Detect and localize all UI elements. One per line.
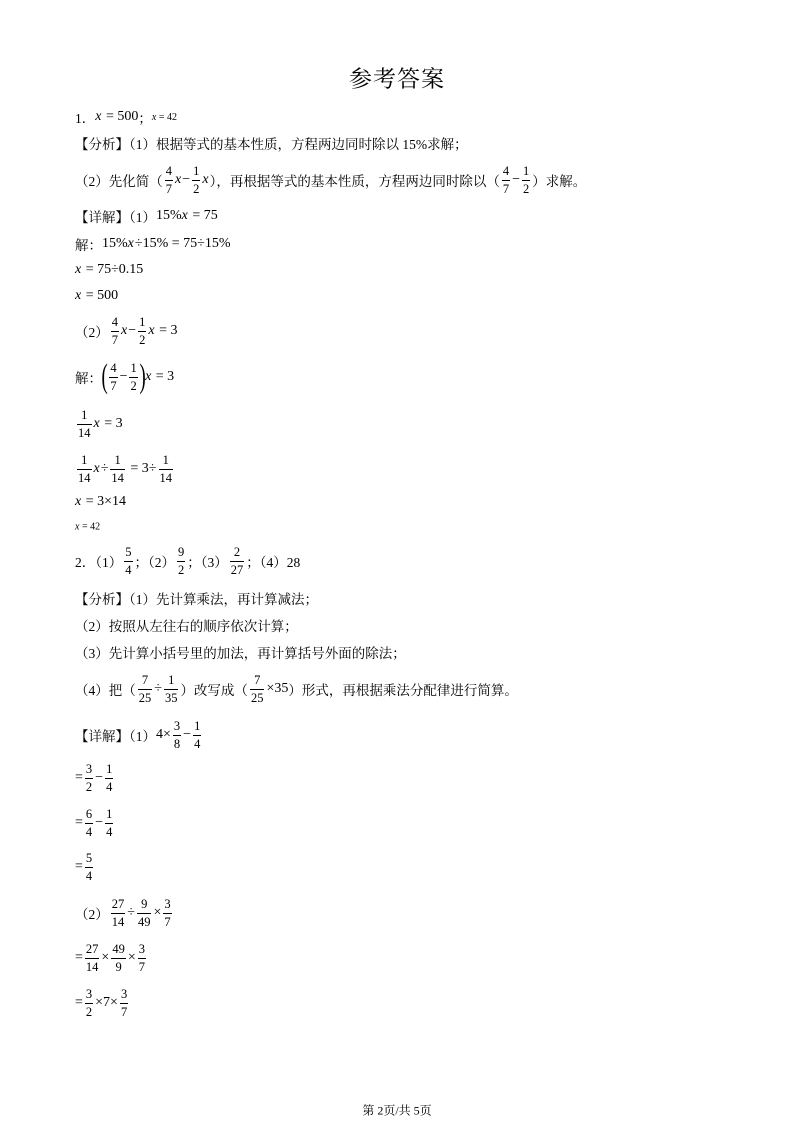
q2-detail-part2-expression xyxy=(75,898,174,928)
q2-detail-part2-step1 xyxy=(75,943,148,973)
q1-detail-part2-step2 xyxy=(75,409,123,439)
fraction-numerator: 5 xyxy=(85,851,93,865)
fraction-numerator: 9 xyxy=(178,545,185,559)
fraction-denominator: 2 xyxy=(193,181,200,196)
q1-detail-part1-step1 xyxy=(75,234,230,254)
fraction-numerator: 1 xyxy=(139,315,146,329)
variable-x: x xyxy=(202,172,209,187)
math-run: = 75÷0.15 xyxy=(82,262,144,277)
small-math-run: = 42 xyxy=(79,521,101,533)
math-run: = 3 xyxy=(155,323,178,338)
fraction-numerator: 3 xyxy=(85,762,93,776)
fraction-numerator: 4 xyxy=(110,361,117,375)
fraction-numerator: 7 xyxy=(141,673,149,687)
fraction xyxy=(173,720,181,750)
fraction xyxy=(250,674,265,704)
q1-detail-part2-step4 xyxy=(75,494,126,510)
fraction-denominator: 2 xyxy=(178,562,185,577)
fraction-denominator: 4 xyxy=(194,736,201,751)
text-run: ）改写成（ xyxy=(180,683,248,698)
q1-detail-part1-result xyxy=(75,288,118,304)
fraction-numerator: 4 xyxy=(111,315,118,329)
fraction-denominator: 7 xyxy=(111,332,118,347)
fraction-numerator: 1 xyxy=(106,762,113,776)
variable-x: x xyxy=(75,288,82,303)
fraction-denominator: 27 xyxy=(230,562,244,577)
page-footer: 第 2页/共 5页 xyxy=(362,1103,432,1118)
math-run: = 75 xyxy=(188,208,218,223)
q2-analysis-part2 xyxy=(75,615,298,635)
math-run: = xyxy=(75,859,83,874)
fraction xyxy=(159,454,174,484)
fraction xyxy=(111,316,119,346)
text-run: （4）把（ xyxy=(75,683,136,698)
math-run: = xyxy=(75,995,83,1010)
fraction-denominator: 4 xyxy=(85,868,93,883)
fraction-denominator: 7 xyxy=(164,914,171,929)
q2-analysis-part4 xyxy=(75,674,518,704)
text-run: 解： xyxy=(75,238,102,253)
variable-x: x xyxy=(148,323,155,338)
fraction xyxy=(502,165,510,195)
variable-x: x xyxy=(75,494,82,509)
math-run: ×7× xyxy=(95,995,118,1010)
fraction-denominator: 25 xyxy=(138,690,152,705)
math-run: − xyxy=(183,727,192,742)
large-bracket: ) xyxy=(139,358,146,395)
fraction xyxy=(138,943,146,973)
fraction-numerator: 7 xyxy=(254,673,261,687)
fraction-denominator: 14 xyxy=(85,959,99,974)
q2-detail-part1-step2 xyxy=(75,808,115,838)
fraction-numerator: 1 xyxy=(193,164,200,178)
fraction-denominator: 9 xyxy=(115,959,122,974)
q1-detail-part2-result xyxy=(75,522,100,533)
math-run: = 500 xyxy=(102,109,139,124)
variable-x: x xyxy=(93,461,100,476)
fraction xyxy=(522,165,530,195)
q2-detail-part1-step1 xyxy=(75,763,115,793)
fraction xyxy=(110,454,125,484)
math-run: ×35 xyxy=(266,681,289,696)
q1-detail-part2-equation xyxy=(75,316,178,346)
fraction-numerator: 1 xyxy=(130,361,137,375)
fraction-numerator: 1 xyxy=(162,453,169,467)
fraction-denominator: 7 xyxy=(110,378,117,393)
fraction xyxy=(177,546,185,576)
fraction xyxy=(111,943,126,973)
fraction-numerator: 1 xyxy=(523,164,530,178)
fraction-denominator: 8 xyxy=(173,736,181,751)
fraction xyxy=(163,898,171,928)
fraction-denominator: 14 xyxy=(111,914,125,929)
math-run: − xyxy=(95,770,104,785)
fraction xyxy=(137,898,152,928)
text-run: （2） xyxy=(75,907,109,922)
math-run: × xyxy=(101,950,110,965)
q2-detail-part2-step2 xyxy=(75,988,130,1018)
text-run: （2）按照从左往右的顺序依次计算； xyxy=(75,619,298,634)
fraction-denominator: 7 xyxy=(165,181,172,196)
fraction-denominator: 2 xyxy=(85,779,93,794)
math-run: − xyxy=(95,815,104,830)
fraction-numerator: 4 xyxy=(502,164,510,178)
text-run: 【详解】（1） xyxy=(75,729,156,744)
math-run: = 3×14 xyxy=(82,494,127,509)
q1-answer-summary xyxy=(75,107,177,127)
fraction xyxy=(77,454,92,484)
fraction xyxy=(77,409,92,439)
q1-detail-part1-step2 xyxy=(75,262,143,278)
math-run: 15% xyxy=(102,236,128,251)
fraction xyxy=(85,988,93,1018)
math-run: × xyxy=(153,905,162,920)
math-run: = xyxy=(75,950,83,965)
text-run: （2）先化简（ xyxy=(75,174,163,189)
fraction xyxy=(85,852,93,882)
math-run: − xyxy=(119,369,128,384)
variable-x: x xyxy=(181,208,188,223)
text-run: ）求解。 xyxy=(532,174,587,189)
small-math-run: = 42 xyxy=(156,111,177,123)
fraction-denominator: 7 xyxy=(138,959,145,974)
fraction-denominator: 14 xyxy=(159,470,172,485)
q2-answer-summary xyxy=(75,546,300,576)
math-run: = xyxy=(75,815,83,830)
fraction xyxy=(193,720,201,750)
fraction-denominator: 2 xyxy=(139,332,146,347)
fraction xyxy=(124,546,132,576)
fraction xyxy=(129,362,137,392)
fraction xyxy=(120,988,128,1018)
large-bracket: ( xyxy=(101,358,108,395)
text-run: （2） xyxy=(75,325,109,340)
math-run: − xyxy=(128,323,137,338)
math-run: 15% xyxy=(156,208,182,223)
q2-detail-part1-result xyxy=(75,852,95,882)
math-run: = 3÷ xyxy=(126,461,157,476)
math-run: ÷ xyxy=(100,461,109,476)
variable-x: x xyxy=(121,323,128,338)
fraction-numerator: 4 xyxy=(165,164,172,178)
math-run: × xyxy=(127,950,136,965)
text-run: ），再根据等式的基本性质，方程两边同时除以（ xyxy=(209,174,500,189)
text-run: 1． xyxy=(75,111,96,126)
math-run: ÷ xyxy=(127,905,135,920)
q2-detail-part1-expression xyxy=(75,720,203,750)
math-run: − xyxy=(182,172,191,187)
fraction xyxy=(85,943,100,973)
fraction xyxy=(85,763,93,793)
q1-analysis-part1 xyxy=(75,133,468,153)
fraction-numerator: 1 xyxy=(194,719,201,733)
fraction-numerator: 3 xyxy=(120,987,128,1001)
text-run: 【详解】（1） xyxy=(75,210,156,225)
fraction-denominator: 4 xyxy=(85,824,93,839)
fraction-numerator: 9 xyxy=(141,897,148,911)
q2-analysis-part1 xyxy=(75,588,318,608)
small-variable-x: x xyxy=(151,111,157,123)
variable-x: x xyxy=(75,262,82,277)
fraction-numerator: 1 xyxy=(114,453,121,467)
math-run: = 3 xyxy=(152,369,175,384)
text-run: 2．（1） xyxy=(75,555,123,570)
fraction xyxy=(105,808,113,838)
q1-detail-part1-equation xyxy=(75,206,218,226)
text-run: ； xyxy=(138,111,152,126)
fraction xyxy=(111,898,126,928)
fraction xyxy=(192,165,200,195)
text-run: ；（2） xyxy=(134,555,175,570)
text-run: ；（4）28 xyxy=(246,555,301,570)
fraction-denominator: 4 xyxy=(125,562,132,577)
fraction-denominator: 2 xyxy=(523,181,530,196)
fraction-denominator: 25 xyxy=(250,690,264,705)
q1-analysis-part2 xyxy=(75,165,586,195)
fraction-numerator: 3 xyxy=(173,719,181,733)
fraction xyxy=(105,763,113,793)
fraction xyxy=(138,316,146,346)
text-run: ；（3） xyxy=(187,555,228,570)
variable-x: x xyxy=(175,172,182,187)
q1-detail-part2-step1 xyxy=(75,360,174,394)
fraction-denominator: 2 xyxy=(130,378,137,393)
fraction-denominator: 14 xyxy=(78,470,91,485)
math-run: = xyxy=(75,770,83,785)
math-run: ÷15% = 75÷15% xyxy=(134,236,231,251)
fraction-numerator: 1 xyxy=(106,807,113,821)
fraction-denominator: 35 xyxy=(164,690,178,705)
fraction-numerator: 5 xyxy=(125,545,132,559)
text-run: （3）先计算小括号里的加法，再计算括号外面的除法； xyxy=(75,646,406,661)
text-run: 【分析】（1）根据等式的基本性质，方程两边同时除以 15%求解； xyxy=(75,137,468,152)
fraction-denominator: 49 xyxy=(137,914,151,929)
variable-x: x xyxy=(93,416,100,431)
fraction-numerator: 1 xyxy=(168,673,175,687)
fraction xyxy=(138,674,153,704)
fraction-denominator: 14 xyxy=(111,470,124,485)
fraction-numerator: 6 xyxy=(85,807,93,821)
math-run: = 500 xyxy=(82,288,119,303)
fraction-denominator: 7 xyxy=(502,181,510,196)
fraction xyxy=(230,546,245,576)
fraction-numerator: 3 xyxy=(85,987,93,1001)
fraction-numerator: 27 xyxy=(111,897,125,911)
variable-x: x xyxy=(145,369,152,384)
fraction-numerator: 1 xyxy=(81,408,88,422)
fraction xyxy=(109,362,117,392)
text-run: 【分析】（1）先计算乘法，再计算减法； xyxy=(75,592,318,607)
page-title: 参考答案 xyxy=(349,66,445,92)
text-run: ）形式，再根据乘法分配律进行简算。 xyxy=(288,683,518,698)
fraction-numerator: 3 xyxy=(138,942,145,956)
fraction-numerator: 1 xyxy=(81,453,88,467)
variable-x: x xyxy=(127,236,134,251)
fraction-numerator: 2 xyxy=(233,545,241,559)
q1-detail-part2-step3 xyxy=(75,454,175,484)
q2-analysis-part3 xyxy=(75,642,406,662)
small-variable-x: x xyxy=(75,521,80,533)
fraction-denominator: 7 xyxy=(120,1004,128,1019)
fraction-numerator: 49 xyxy=(112,942,125,956)
fraction-denominator: 14 xyxy=(78,425,91,440)
math-run: 4× xyxy=(156,727,171,742)
math-run: ÷ xyxy=(154,681,162,696)
fraction-denominator: 4 xyxy=(106,779,113,794)
fraction xyxy=(85,808,93,838)
variable-x: x xyxy=(95,109,102,124)
fraction-numerator: 27 xyxy=(85,942,99,956)
fraction-numerator: 3 xyxy=(164,897,171,911)
fraction xyxy=(165,165,173,195)
fraction-denominator: 2 xyxy=(85,1004,93,1019)
math-run: = 3 xyxy=(100,416,123,431)
math-run: − xyxy=(512,172,520,187)
fraction xyxy=(164,674,179,704)
text-run: 解： xyxy=(75,371,102,386)
fraction-denominator: 4 xyxy=(106,824,113,839)
